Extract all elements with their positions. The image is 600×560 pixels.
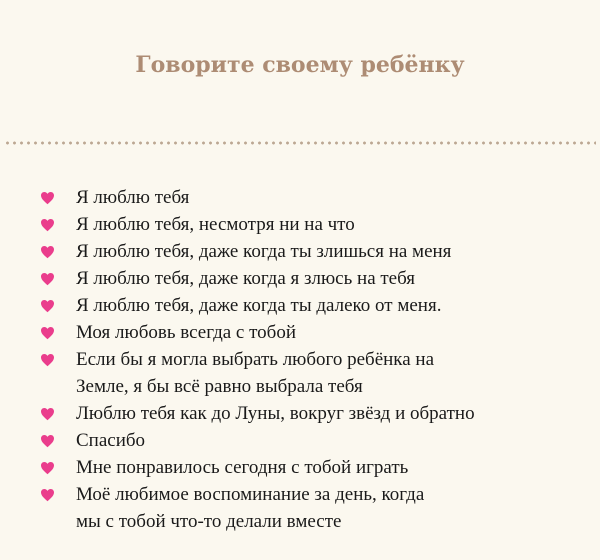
list-item [40, 238, 580, 265]
list-item [40, 481, 580, 535]
list-item-text: Спасибо [76, 430, 146, 451]
list-item [40, 265, 580, 292]
list-item-text: Земле, я бы всё равно выбрала тебя [76, 376, 363, 397]
list-item [40, 400, 580, 427]
heart-icon [40, 294, 56, 316]
list-item [40, 319, 580, 346]
list-item-text: Моя любовь всегда с тобой [76, 322, 297, 343]
heart-icon [40, 321, 56, 343]
phrase-list [40, 184, 580, 535]
heart-icon [40, 483, 56, 505]
heart-icon [40, 402, 56, 424]
list-item [40, 454, 580, 481]
heart-icon [40, 186, 56, 208]
list-item-text: Если бы я могла выбрать любого ребёнка на [76, 349, 435, 370]
heart-icon [40, 456, 56, 478]
list-item [40, 427, 580, 454]
page-title: Говорите своему ребёнку [135, 52, 465, 78]
heart-icon [40, 213, 56, 235]
list-item-text: мы с тобой что-то делали вместе [76, 511, 342, 532]
list-item-text: Люблю тебя как до Луны, вокруг звёзд и обратно [76, 403, 475, 424]
list-item-text: Моё любимое воспоминание за день, когда [76, 484, 425, 505]
list-item-text: Я люблю тебя, даже когда я злюсь на тебя [76, 268, 416, 289]
list-item-text: Я люблю тебя, несмотря ни на что [76, 214, 355, 235]
heart-icon [40, 429, 56, 451]
list-item-text: Я люблю тебя, даже когда ты злишься на меня [76, 241, 452, 262]
list-item [40, 184, 580, 211]
list-item [40, 211, 580, 238]
heart-icon [40, 348, 56, 370]
dotted-divider [4, 141, 596, 145]
list-item [40, 292, 580, 319]
heart-icon [40, 267, 56, 289]
list-item-text: Я люблю тебя [76, 187, 190, 208]
list-item-text: Я люблю тебя, даже когда ты далеко от меня. [76, 295, 442, 316]
list-item-text: Мне понравилось сегодня с тобой играть [76, 457, 409, 478]
list-item [40, 346, 580, 400]
heart-icon [40, 240, 56, 262]
